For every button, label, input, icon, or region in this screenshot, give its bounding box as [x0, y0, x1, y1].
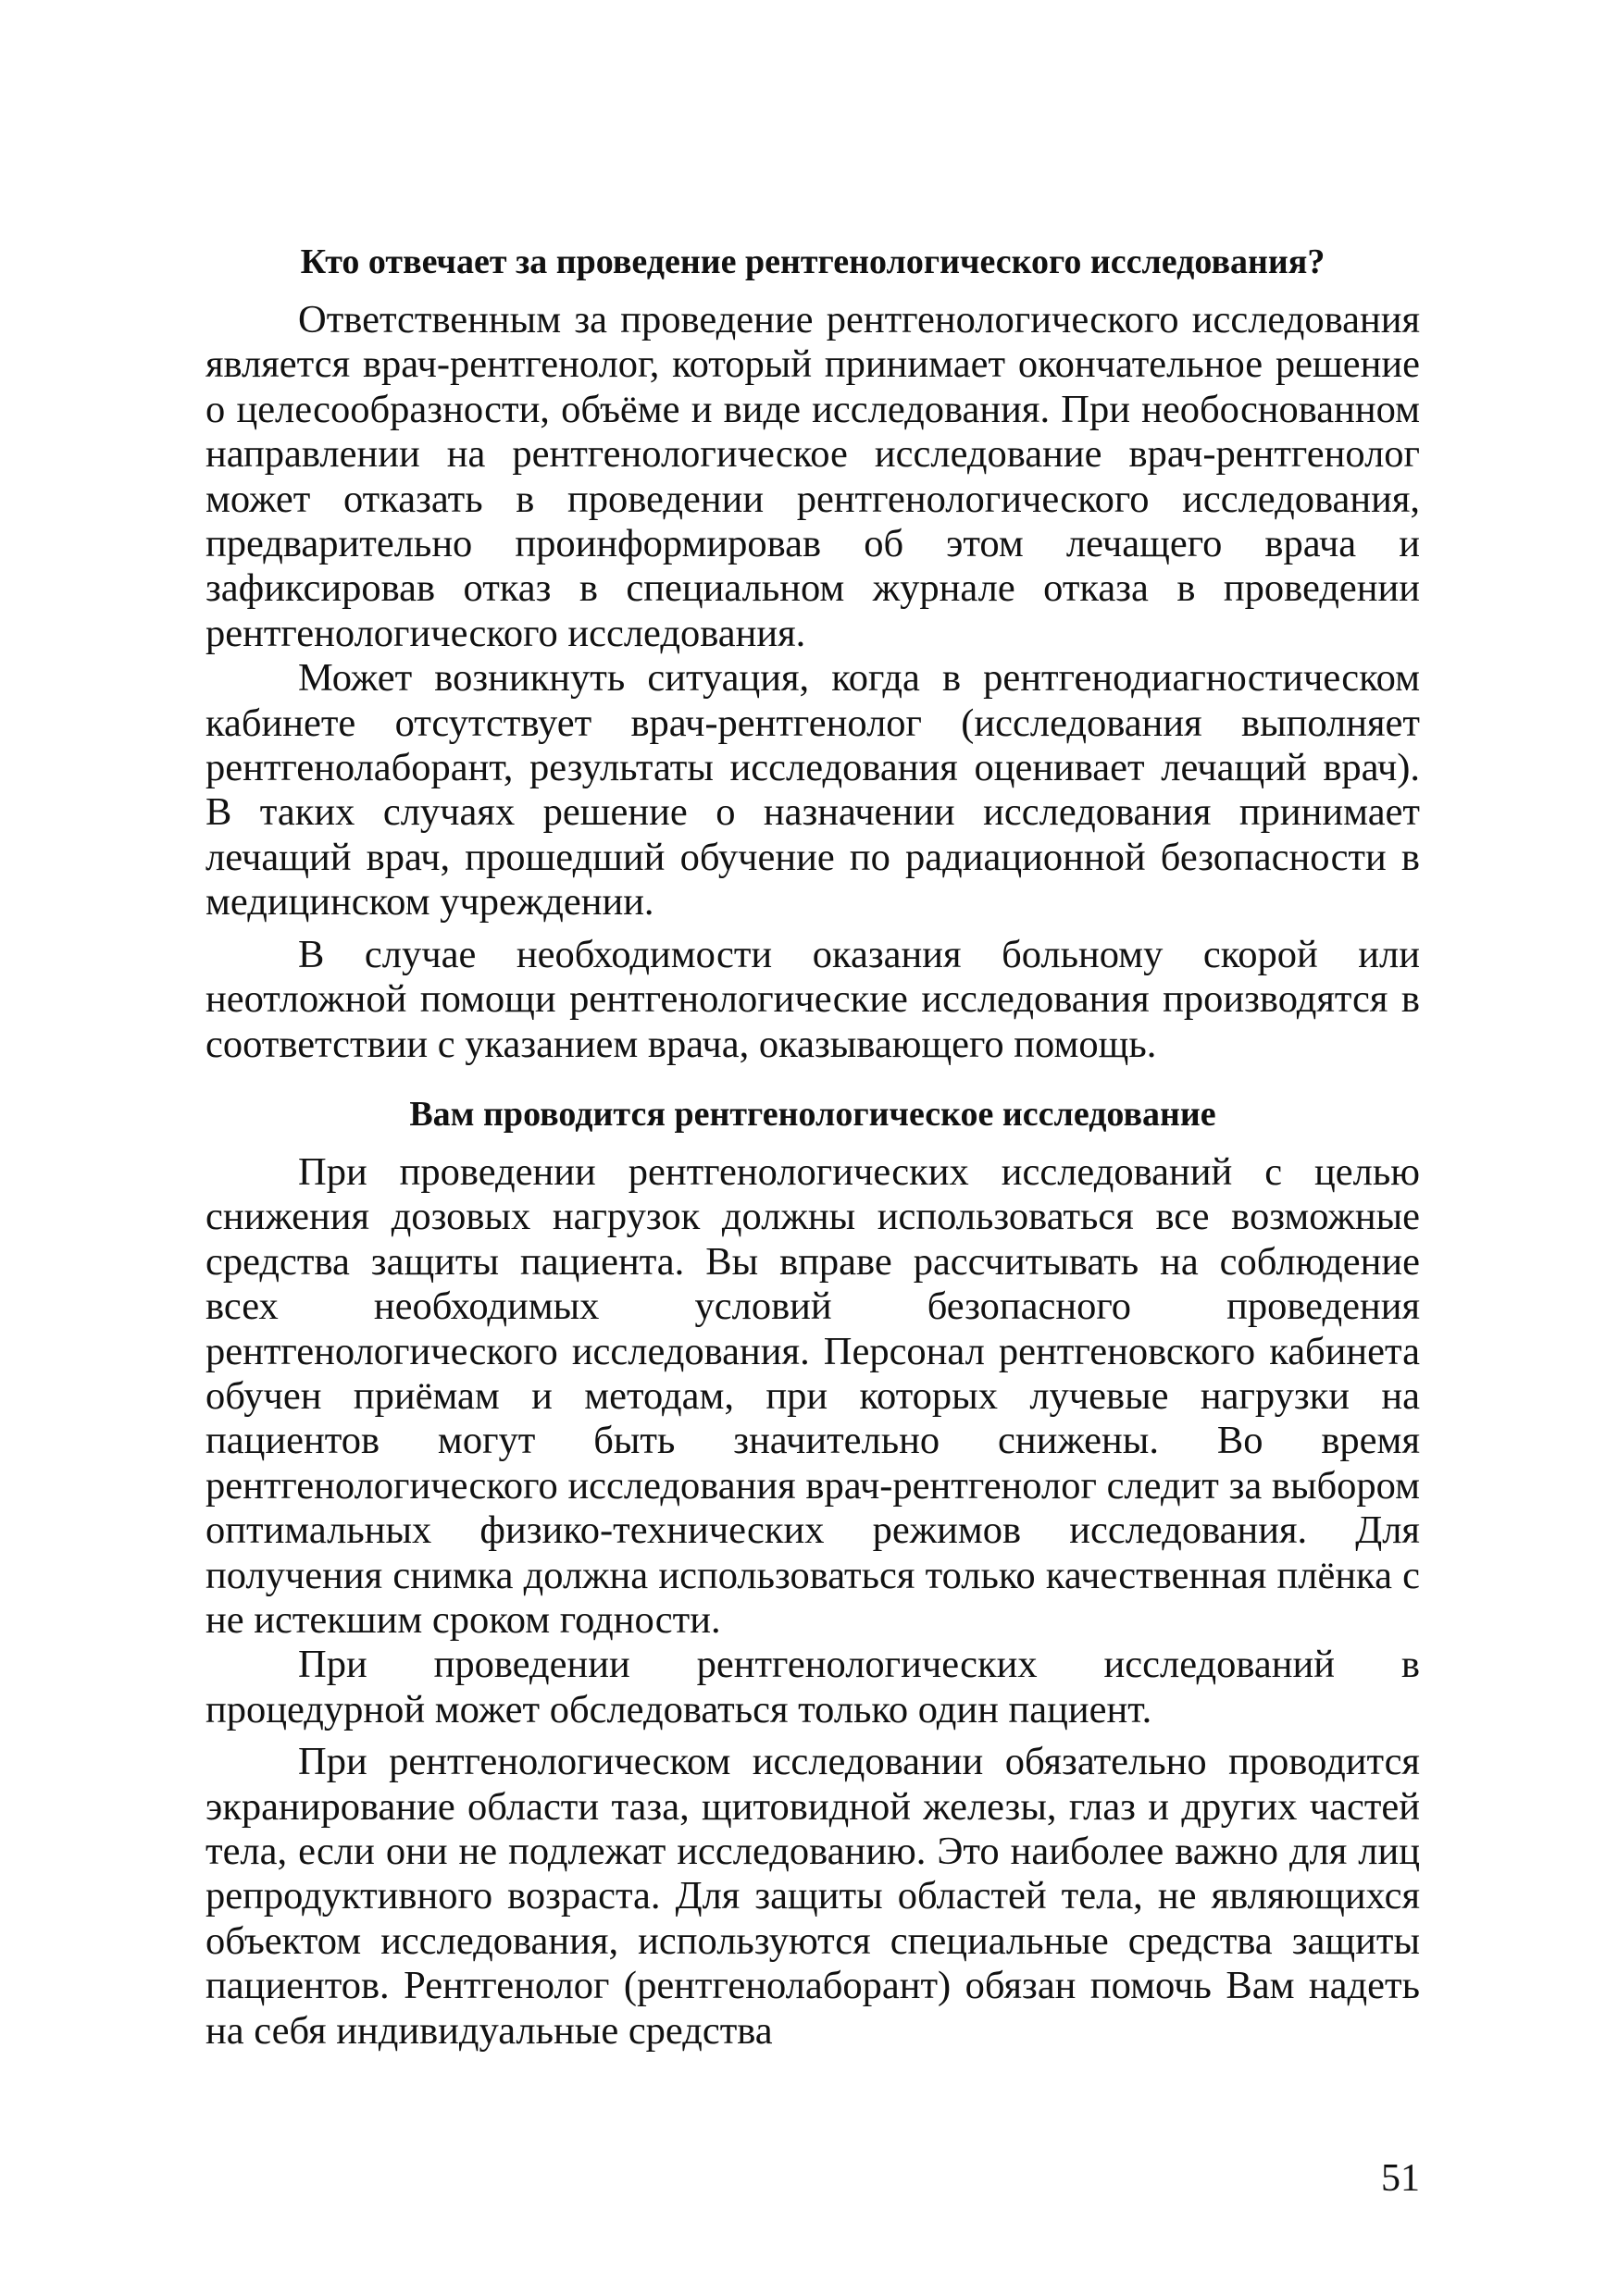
page-text-block [205, 239, 1420, 2054]
paragraph-no-radiologist-situation: Может возникнуть ситуация, когда в рентгенодиагностическом кабинете отсутствует врач-рентгенолог (исследования выполняет рентгенолаборант, результаты исследования оценивает лечащий врач). В таких случаях решение о назначении исследования принимает лечащий врач, прошедший обучение по радиационной безопасности в медицинском учреждении. [205, 656, 1420, 925]
section-heading-responsibility: Кто отвечает за проведение рентгенологического исследования? [300, 242, 1326, 281]
paragraph-dose-reduction: При проведении рентгенологических исследований с целью снижения дозовых нагрузок должны использоваться все возможные средства защиты пациента. Вы вправе рассчитывать на соблюдение всех необходимых условий безопасного проведения рентгенологического исследования. Персонал рентгеновского кабинета обучен приёмам и методам, при которых лучевые нагрузки на пациентов могут быть значительно снижены. Во время рентгенологического исследования врач-рентгенолог следит за выбором оптимальных физико-технических режимов исследования. Для получения снимка должна использоваться только качественная плёнка с не истекшим сроком годности. [205, 1149, 1420, 1642]
paragraph-emergency-care: В случае необходимости оказания больному скорой или неотложной помощи рентгенологические исследования производятся в соответствии с указанием врача, оказывающего помощь. [205, 932, 1420, 1066]
page-number: 51 [1381, 2157, 1420, 2200]
paragraph-shielding: При рентгенологическом исследовании обязательно проводится экранирование области таза, щитовидной железы, глаз и других частей тела, если они не подлежат исследованию. Это наиболее важно для лиц репродуктивного возраста. Для защиты областей тела, не являющихся объектом исследования, используются специальные средства защиты пациентов. Рентгенолог (рентгенолаборант) обязан помочь Вам надеть на себя индивидуальные средства [205, 1740, 1420, 2053]
paragraph-one-patient: При проведении рентгенологических исследований в процедурной может обследоваться только один пациент. [205, 1643, 1420, 1731]
paragraph-responsible-radiologist: Ответственным за проведение рентгенологического исследования является врач-рентгенолог, который принимает окончательное решение о целесообразности, объёме и виде исследования. При необоснованном направлении на рентгенологическое исследование врач-рентгенолог может отказать в проведении рентгенологического исследования, предварительно проинформировав об этом лечащего врача и зафиксировав отказ в специальном журнале отказа в проведении рентгенологического исследования. [205, 298, 1420, 655]
section-heading-examination: Вам проводится рентгенологическое исследование [409, 1094, 1216, 1134]
